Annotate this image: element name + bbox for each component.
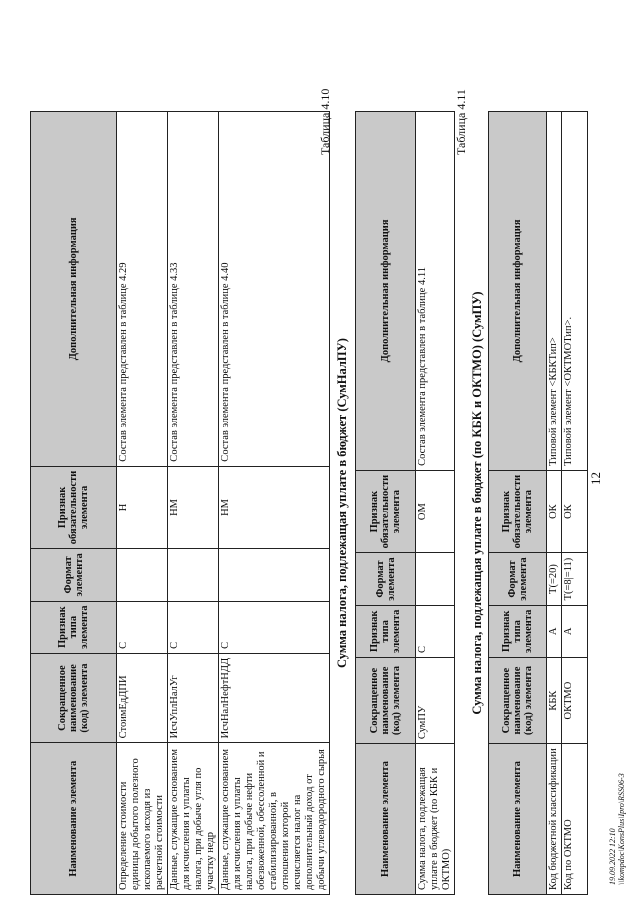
cell-name: Определение стоимости единицы добытого полезного ископаемого исходя из расчетной стоимости (117, 743, 168, 895)
cell-info: Типовой элемент <КБКТип> (547, 112, 562, 471)
cell-code: ИсчНалНефтНДД (219, 653, 330, 743)
cell-type: С (416, 605, 455, 657)
cell-info: Состав элемента представлен в таблице 4.33 (168, 112, 219, 467)
header-type: Признак типа элемента (489, 605, 547, 657)
header-type: Признак типа элемента (31, 601, 117, 653)
table-header-row (489, 112, 547, 895)
header-short-name: Сокращенное наименование (код) элемента (31, 653, 117, 743)
header-additional-info: Дополнительная информация (356, 112, 416, 471)
header-short-name: Сокращенное наименование (код) элемента (356, 657, 416, 743)
header-element-name: Наименование элемента (356, 744, 416, 895)
header-short-name: Сокращенное наименование (код) элемента (489, 657, 547, 743)
cell-name: Сумма налога, подлежащая уплате в бюджет (по КБК и ОКТМО) (416, 744, 455, 895)
cell-mandatory: НМ (168, 466, 219, 549)
footer-path: \\kompdoc\KonsPlus\Ipro\RSS06-3 (617, 773, 626, 885)
header-mandatory: Признак обязательности элемента (31, 466, 117, 549)
header-additional-info: Дополнительная информация (31, 112, 117, 467)
cell-code: СумПУ (416, 657, 455, 743)
table-4-11 (488, 111, 588, 895)
cell-info: Состав элемента представлен в таблице 4.40 (219, 112, 330, 467)
table-row (547, 112, 562, 895)
footer-date: 19.09.2022 12:10 (608, 828, 617, 885)
header-element-name: Наименование элемента (489, 744, 547, 895)
header-format: Формат элемента (31, 549, 117, 601)
cell-type: С (219, 601, 330, 653)
cell-type: А (547, 605, 562, 657)
cell-format (117, 549, 168, 601)
footer-timestamp (608, 773, 626, 885)
cell-mandatory: Н (117, 466, 168, 549)
cell-code: ИсчУплНалУг (168, 653, 219, 743)
header-type: Признак типа элемента (356, 605, 416, 657)
header-mandatory: Признак обязательности элемента (356, 470, 416, 553)
cell-name: Код бюджетной классификации (547, 744, 562, 895)
cell-code: КБК (547, 657, 562, 743)
cell-code: ОКТМО (562, 657, 588, 743)
table-row (219, 112, 330, 895)
page-number: 12 (588, 472, 603, 485)
cell-format: T(=8|=11) (562, 553, 588, 605)
cell-format: T(=20) (547, 553, 562, 605)
cell-name: Код по ОКТМО (562, 744, 588, 895)
header-element-name: Наименование элемента (31, 743, 117, 895)
cell-type: А (562, 605, 588, 657)
cell-type: С (117, 601, 168, 653)
table-4-9 (30, 111, 330, 895)
header-additional-info: Дополнительная информация (489, 112, 547, 471)
cell-mandatory: НМ (219, 466, 330, 549)
cell-info: Состав элемента представлен в таблице 4.11 (416, 112, 455, 471)
cell-mandatory: ОК (547, 470, 562, 553)
cell-format (219, 549, 330, 601)
cell-name: Данные, служащие основанием для исчисления и уплаты налога, при добыче угля по участку недр (168, 743, 219, 895)
table-row (416, 112, 455, 895)
cell-mandatory: ОК (562, 470, 588, 553)
table-caption-4-11: Таблица 4.11 (454, 89, 468, 155)
table-row (117, 112, 168, 895)
cell-info: Состав элемента представлен в таблице 4.29 (117, 112, 168, 467)
table-row (562, 112, 588, 895)
table-header-row (356, 112, 416, 895)
cell-mandatory: ОМ (416, 470, 455, 553)
table-title-4-10: Сумма налога, подлежащая уплате в бюджет (СумНалПУ) (335, 338, 349, 668)
cell-format (168, 549, 219, 601)
cell-info: Типовой элемент <ОКТМОТип>. (562, 112, 588, 471)
table-4-10 (355, 111, 455, 895)
cell-name: Данные, служащие основанием для исчисления и уплаты налога, при добыче нефти обезвоженной, обессоленной и стабилизированной, в отношении которой исчисляется налог на дополнительный доход от добычи углеводородного сырья (219, 743, 330, 895)
table-caption-4-10: Таблица 4.10 (318, 88, 332, 155)
cell-code: СтоимЕдДПИ (117, 653, 168, 743)
table-row (168, 112, 219, 895)
cell-type: С (168, 601, 219, 653)
table-header-row (31, 112, 117, 895)
header-format: Формат элемента (356, 553, 416, 605)
header-format: Формат элемента (489, 553, 547, 605)
table-title-4-11: Сумма налога, подлежащая уплате в бюджет (по КБК и ОКТМО) (СумПУ) (470, 291, 484, 715)
header-mandatory: Признак обязательности элемента (489, 470, 547, 553)
cell-format (416, 553, 455, 605)
